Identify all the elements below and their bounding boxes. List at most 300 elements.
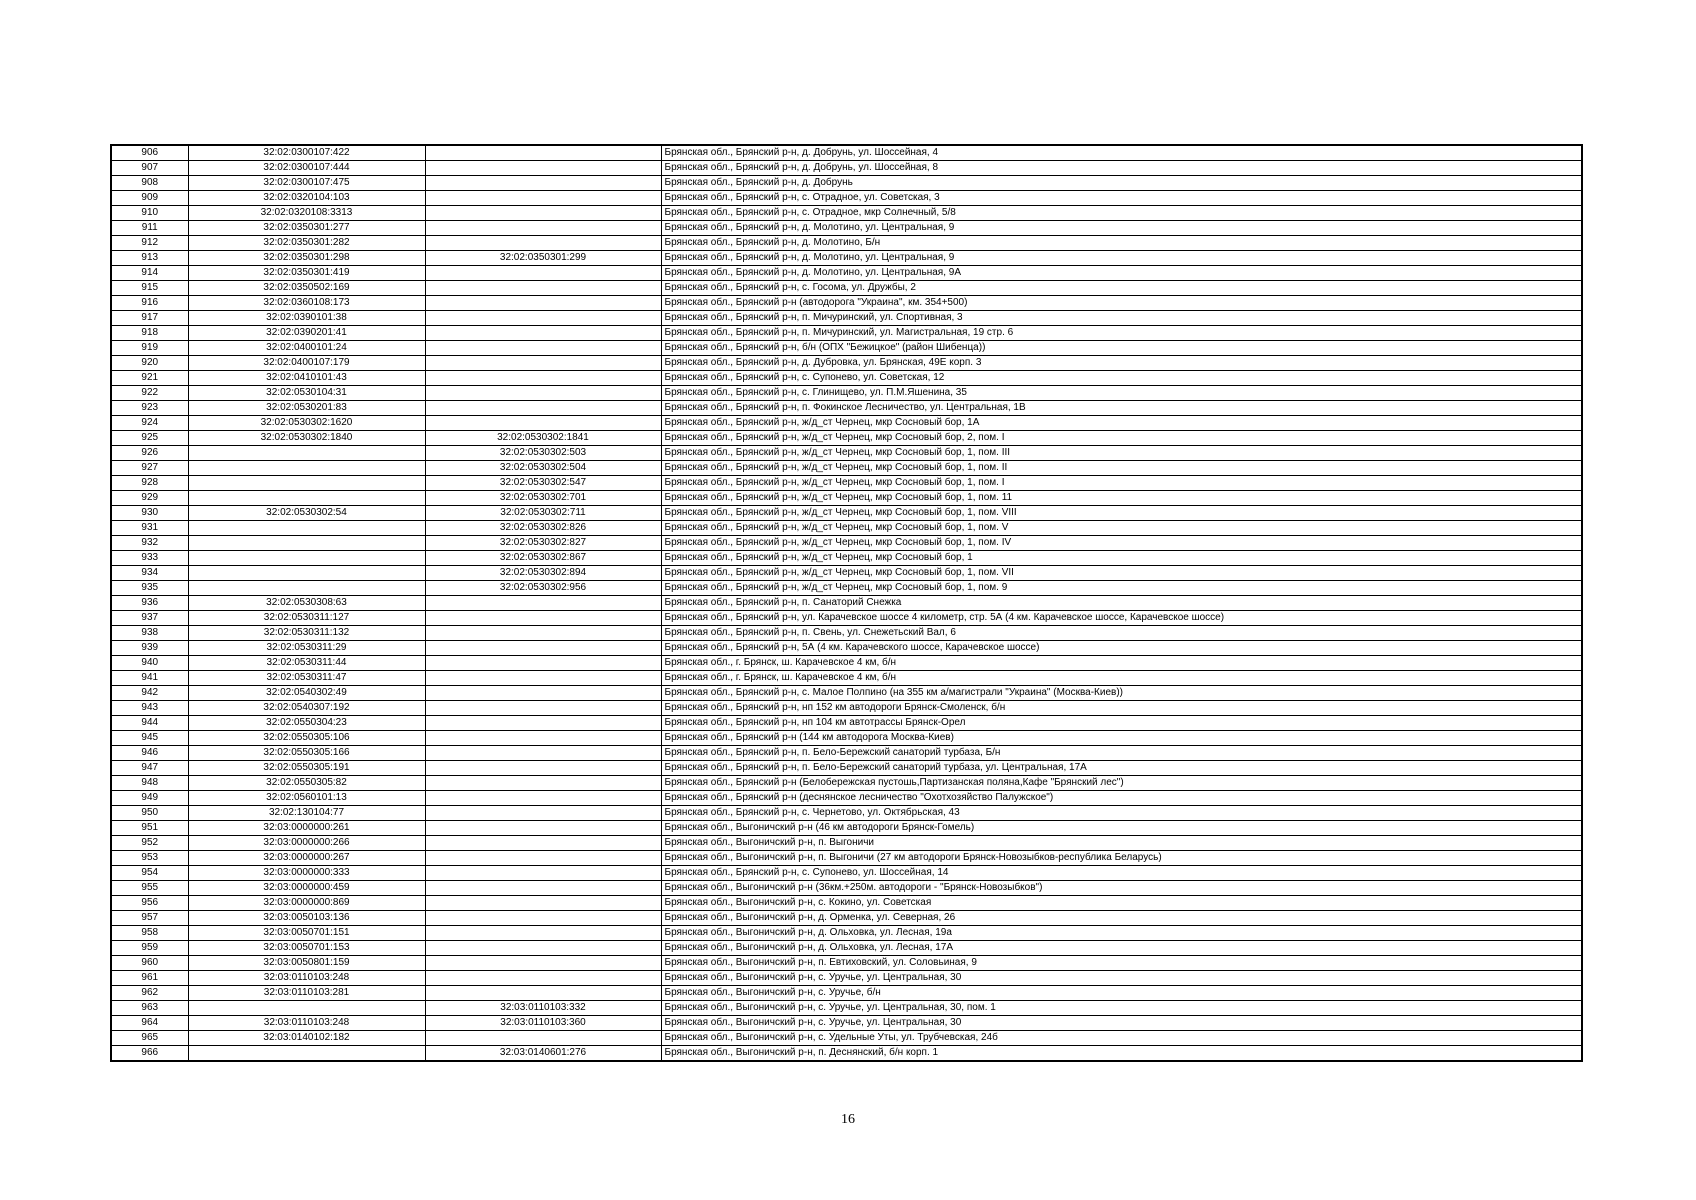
row-number-cell: 962	[111, 986, 188, 1001]
row-number-cell: 939	[111, 641, 188, 656]
cadastral-number-cell: 32:03:0110103:248	[188, 1016, 425, 1031]
related-cadastral-number-cell	[425, 626, 661, 641]
table-row	[111, 461, 1582, 476]
cadastral-number-cell: 32:02:0530311:127	[188, 611, 425, 626]
related-cadastral-number-cell	[425, 806, 661, 821]
cadastral-number-cell	[188, 581, 425, 596]
related-cadastral-number-cell: 32:02:0350301:299	[425, 251, 661, 266]
related-cadastral-number-cell	[425, 746, 661, 761]
related-cadastral-number-cell	[425, 701, 661, 716]
table-row	[111, 1046, 1582, 1062]
related-cadastral-number-cell	[425, 881, 661, 896]
address-cell: Брянская обл., Выгоничский р-н, п. Выгоничи	[661, 836, 1582, 851]
row-number-cell: 950	[111, 806, 188, 821]
related-cadastral-number-cell	[425, 791, 661, 806]
row-number-cell: 906	[111, 145, 188, 161]
table-row	[111, 491, 1582, 506]
address-cell: Брянская обл., Брянский р-н, д. Дубровка, ул. Брянская, 49Е корп. 3	[661, 356, 1582, 371]
related-cadastral-number-cell: 32:02:0530302:547	[425, 476, 661, 491]
related-cadastral-number-cell	[425, 851, 661, 866]
related-cadastral-number-cell: 32:03:0110103:360	[425, 1016, 661, 1031]
table-row	[111, 401, 1582, 416]
row-number-cell: 934	[111, 566, 188, 581]
related-cadastral-number-cell: 32:02:0530302:827	[425, 536, 661, 551]
table-row	[111, 956, 1582, 971]
related-cadastral-number-cell	[425, 221, 661, 236]
cadastral-number-cell: 32:03:0050103:136	[188, 911, 425, 926]
row-number-cell: 961	[111, 971, 188, 986]
cadastral-number-cell: 32:02:0530201:83	[188, 401, 425, 416]
related-cadastral-number-cell	[425, 926, 661, 941]
row-number-cell: 929	[111, 491, 188, 506]
address-cell: Брянская обл., Брянский р-н, ж/д_ст Чернец, мкр Сосновый бор, 1, пом. 11	[661, 491, 1582, 506]
table-row	[111, 851, 1582, 866]
table-row	[111, 356, 1582, 371]
related-cadastral-number-cell	[425, 401, 661, 416]
address-cell: Брянская обл., Выгоничский р-н, п. Евтиховский, ул. Соловьиная, 9	[661, 956, 1582, 971]
cadastral-number-cell: 32:02:0550305:82	[188, 776, 425, 791]
table-row	[111, 206, 1582, 221]
related-cadastral-number-cell: 32:02:0530302:867	[425, 551, 661, 566]
row-number-cell: 925	[111, 431, 188, 446]
cadastral-number-cell: 32:02:0390201:41	[188, 326, 425, 341]
cadastral-number-cell: 32:02:0540307:192	[188, 701, 425, 716]
related-cadastral-number-cell	[425, 986, 661, 1001]
address-cell: Брянская обл., Брянский р-н, с. Госома, ул. Дружбы, 2	[661, 281, 1582, 296]
row-number-cell: 965	[111, 1031, 188, 1046]
address-cell: Брянская обл., Брянский р-н, п. Санаторий Снежка	[661, 596, 1582, 611]
cadastral-number-cell: 32:02:0530311:47	[188, 671, 425, 686]
related-cadastral-number-cell	[425, 866, 661, 881]
cadastral-number-cell: 32:02:0530308:63	[188, 596, 425, 611]
address-cell: Брянская обл., Брянский р-н, нп 104 км автотрассы Брянск-Орел	[661, 716, 1582, 731]
cadastral-number-cell: 32:03:0000000:333	[188, 866, 425, 881]
row-number-cell: 908	[111, 176, 188, 191]
related-cadastral-number-cell	[425, 836, 661, 851]
address-cell: Брянская обл., Брянский р-н, п. Бело-Бережский санаторий турбаза, Б/н	[661, 746, 1582, 761]
table-row	[111, 145, 1582, 161]
row-number-cell: 924	[111, 416, 188, 431]
address-cell: Брянская обл., Брянский р-н, д. Молотино, ул. Центральная, 9	[661, 221, 1582, 236]
related-cadastral-number-cell	[425, 776, 661, 791]
cadastral-number-cell: 32:03:0050701:153	[188, 941, 425, 956]
table-row	[111, 566, 1582, 581]
related-cadastral-number-cell	[425, 971, 661, 986]
row-number-cell: 946	[111, 746, 188, 761]
related-cadastral-number-cell	[425, 161, 661, 176]
related-cadastral-number-cell: 32:03:0110103:332	[425, 1001, 661, 1016]
related-cadastral-number-cell: 32:02:0530302:504	[425, 461, 661, 476]
address-cell: Брянская обл., Брянский р-н, п. Мичуринский, ул. Спортивная, 3	[661, 311, 1582, 326]
table-row	[111, 386, 1582, 401]
table-row	[111, 656, 1582, 671]
table-row	[111, 266, 1582, 281]
address-cell: Брянская обл., Брянский р-н, ж/д_ст Чернец, мкр Сосновый бор, 1, пом. VII	[661, 566, 1582, 581]
table-row	[111, 611, 1582, 626]
row-number-cell: 938	[111, 626, 188, 641]
related-cadastral-number-cell	[425, 296, 661, 311]
cadastral-number-cell	[188, 461, 425, 476]
address-cell: Брянская обл., Брянский р-н, ж/д_ст Чернец, мкр Сосновый бор, 1, пом. II	[661, 461, 1582, 476]
cadastral-number-cell: 32:02:0300107:475	[188, 176, 425, 191]
address-cell: Брянская обл., Брянский р-н, д. Добрунь, ул. Шоссейная, 8	[661, 161, 1582, 176]
cadastral-number-cell: 32:02:0320104:103	[188, 191, 425, 206]
row-number-cell: 907	[111, 161, 188, 176]
cadastral-number-cell: 32:02:0530311:132	[188, 626, 425, 641]
cadastral-number-cell: 32:03:0110103:281	[188, 986, 425, 1001]
address-cell: Брянская обл., Выгоничский р-н, п. Деснянский, б/н корп. 1	[661, 1046, 1582, 1062]
row-number-cell: 910	[111, 206, 188, 221]
table-row	[111, 161, 1582, 176]
table-row	[111, 776, 1582, 791]
cadastral-number-cell: 32:03:0000000:266	[188, 836, 425, 851]
cadastral-number-cell: 32:02:0300107:422	[188, 145, 425, 161]
related-cadastral-number-cell	[425, 206, 661, 221]
address-cell: Брянская обл., Брянский р-н (деснянское лесничество "Охотхозяйство Палужское")	[661, 791, 1582, 806]
table-row	[111, 1016, 1582, 1031]
related-cadastral-number-cell	[425, 236, 661, 251]
row-number-cell: 942	[111, 686, 188, 701]
address-cell: Брянская обл., Брянский р-н, нп 152 км автодороги Брянск-Смоленск, б/н	[661, 701, 1582, 716]
address-cell: Брянская обл., Брянский р-н, ж/д_ст Чернец, мкр Сосновый бор, 2, пом. I	[661, 431, 1582, 446]
address-cell: Брянская обл., Брянский р-н, д. Добрунь	[661, 176, 1582, 191]
table-row	[111, 821, 1582, 836]
address-cell: Брянская обл., Брянский р-н, 5А (4 км. Карачевского шоссе, Карачевское шоссе)	[661, 641, 1582, 656]
row-number-cell: 931	[111, 521, 188, 536]
cadastral-number-cell: 32:02:0350301:282	[188, 236, 425, 251]
row-number-cell: 921	[111, 371, 188, 386]
table-row	[111, 326, 1582, 341]
row-number-cell: 918	[111, 326, 188, 341]
row-number-cell: 911	[111, 221, 188, 236]
row-number-cell: 945	[111, 731, 188, 746]
cadastral-number-cell	[188, 446, 425, 461]
address-cell: Брянская обл., Выгоничский р-н, с. Кокино, ул. Советская	[661, 896, 1582, 911]
cadastral-number-cell: 32:02:0550304:23	[188, 716, 425, 731]
related-cadastral-number-cell	[425, 266, 661, 281]
address-cell: Брянская обл., Выгоничский р-н, с. Уручье, ул. Центральная, 30	[661, 1016, 1582, 1031]
related-cadastral-number-cell	[425, 311, 661, 326]
table-row	[111, 701, 1582, 716]
related-cadastral-number-cell	[425, 656, 661, 671]
address-cell: Брянская обл., Брянский р-н, п. Свень, ул. Снежетьский Вал, 6	[661, 626, 1582, 641]
cadastral-number-cell: 32:03:0110103:248	[188, 971, 425, 986]
related-cadastral-number-cell	[425, 176, 661, 191]
cadastral-number-cell	[188, 521, 425, 536]
cadastral-number-cell	[188, 476, 425, 491]
row-number-cell: 935	[111, 581, 188, 596]
address-cell: Брянская обл., Брянский р-н, п. Мичуринский, ул. Магистральная, 19 стр. 6	[661, 326, 1582, 341]
table-row	[111, 941, 1582, 956]
related-cadastral-number-cell: 32:03:0140601:276	[425, 1046, 661, 1062]
address-cell: Брянская обл., Выгоничский р-н (46 км автодороги Брянск-Гомель)	[661, 821, 1582, 836]
row-number-cell: 937	[111, 611, 188, 626]
table-row	[111, 221, 1582, 236]
related-cadastral-number-cell: 32:02:0530302:1841	[425, 431, 661, 446]
cadastral-number-cell: 32:03:0000000:869	[188, 896, 425, 911]
related-cadastral-number-cell	[425, 956, 661, 971]
cadastral-number-cell	[188, 536, 425, 551]
page-number: 16	[841, 1112, 855, 1127]
address-cell: Брянская обл., Выгоничский р-н, д. Ольховка, ул. Лесная, 19а	[661, 926, 1582, 941]
cadastral-number-cell: 32:02:0530311:44	[188, 656, 425, 671]
address-cell: Брянская обл., Брянский р-н (144 км автодорога Москва-Киев)	[661, 731, 1582, 746]
address-cell: Брянская обл., Брянский р-н, п. Фокинское Лесничество, ул. Центральная, 1В	[661, 401, 1582, 416]
row-number-cell: 928	[111, 476, 188, 491]
cadastral-number-cell: 32:02:0560101:13	[188, 791, 425, 806]
row-number-cell: 933	[111, 551, 188, 566]
address-cell: Брянская обл., Брянский р-н, ж/д_ст Чернец, мкр Сосновый бор, 1, пом. VIII	[661, 506, 1582, 521]
related-cadastral-number-cell	[425, 341, 661, 356]
related-cadastral-number-cell	[425, 821, 661, 836]
cadastral-number-cell: 32:02:0530302:1620	[188, 416, 425, 431]
row-number-cell: 944	[111, 716, 188, 731]
address-cell: Брянская обл., Брянский р-н (автодорога "Украина", км. 354+500)	[661, 296, 1582, 311]
table-row	[111, 191, 1582, 206]
table-row	[111, 371, 1582, 386]
cadastral-number-cell	[188, 566, 425, 581]
related-cadastral-number-cell: 32:02:0530302:894	[425, 566, 661, 581]
table-row	[111, 311, 1582, 326]
table-row	[111, 641, 1582, 656]
table-row	[111, 296, 1582, 311]
related-cadastral-number-cell	[425, 416, 661, 431]
address-cell: Брянская обл., Брянский р-н, д. Молотино, ул. Центральная, 9А	[661, 266, 1582, 281]
related-cadastral-number-cell: 32:02:0530302:503	[425, 446, 661, 461]
related-cadastral-number-cell	[425, 611, 661, 626]
row-number-cell: 936	[111, 596, 188, 611]
cadastral-number-cell: 32:02:0320108:3313	[188, 206, 425, 221]
cadastral-number-cell: 32:02:0540302:49	[188, 686, 425, 701]
row-number-cell: 920	[111, 356, 188, 371]
row-number-cell: 957	[111, 911, 188, 926]
table-row	[111, 746, 1582, 761]
related-cadastral-number-cell	[425, 761, 661, 776]
cadastral-number-cell: 32:02:0350301:277	[188, 221, 425, 236]
table-row	[111, 761, 1582, 776]
row-number-cell: 958	[111, 926, 188, 941]
related-cadastral-number-cell	[425, 386, 661, 401]
address-cell: Брянская обл., Брянский р-н, ж/д_ст Чернец, мкр Сосновый бор, 1, пом. III	[661, 446, 1582, 461]
related-cadastral-number-cell	[425, 371, 661, 386]
cadastral-number-cell: 32:02:0390101:38	[188, 311, 425, 326]
row-number-cell: 956	[111, 896, 188, 911]
address-cell: Брянская обл., Брянский р-н, ж/д_ст Чернец, мкр Сосновый бор, 1А	[661, 416, 1582, 431]
table-row	[111, 446, 1582, 461]
related-cadastral-number-cell	[425, 326, 661, 341]
address-cell: Брянская обл., Брянский р-н, с. Глинищево, ул. П.М.Яшенина, 35	[661, 386, 1582, 401]
address-cell: Брянская обл., Брянский р-н, с. Чернетово, ул. Октябрьская, 43	[661, 806, 1582, 821]
table-row	[111, 176, 1582, 191]
cadastral-number-cell: 32:03:0050701:151	[188, 926, 425, 941]
related-cadastral-number-cell	[425, 356, 661, 371]
table-row	[111, 866, 1582, 881]
address-cell: Брянская обл., Выгоничский р-н (36км.+250м. автодороги - "Брянск-Новозыбков")	[661, 881, 1582, 896]
address-cell: Брянская обл., Брянский р-н, д. Молотино, ул. Центральная, 9	[661, 251, 1582, 266]
related-cadastral-number-cell	[425, 686, 661, 701]
table-row	[111, 596, 1582, 611]
cadastral-number-cell: 32:02:0300107:444	[188, 161, 425, 176]
table-row	[111, 926, 1582, 941]
cadastral-number-cell: 32:02:0530311:29	[188, 641, 425, 656]
cadastral-number-cell: 32:02:0530302:54	[188, 506, 425, 521]
table-row	[111, 911, 1582, 926]
cadastral-number-cell	[188, 1001, 425, 1016]
table-row	[111, 986, 1582, 1001]
address-cell: Брянская обл., г. Брянск, ш. Карачевское 4 км, б/н	[661, 656, 1582, 671]
row-number-cell: 966	[111, 1046, 188, 1062]
row-number-cell: 941	[111, 671, 188, 686]
address-cell: Брянская обл., Брянский р-н, с. Отрадное, ул. Советская, 3	[661, 191, 1582, 206]
row-number-cell: 922	[111, 386, 188, 401]
address-cell: Брянская обл., Брянский р-н, д. Добрунь, ул. Шоссейная, 4	[661, 145, 1582, 161]
table-row	[111, 341, 1582, 356]
row-number-cell: 955	[111, 881, 188, 896]
row-number-cell: 959	[111, 941, 188, 956]
cadastral-number-cell: 32:02:0410101:43	[188, 371, 425, 386]
cadastral-number-cell: 32:02:130104:77	[188, 806, 425, 821]
row-number-cell: 930	[111, 506, 188, 521]
table-row	[111, 791, 1582, 806]
row-number-cell: 926	[111, 446, 188, 461]
address-cell: Брянская обл., Брянский р-н, с. Супонево, ул. Советская, 12	[661, 371, 1582, 386]
row-number-cell: 963	[111, 1001, 188, 1016]
cadastral-table	[110, 144, 1583, 1062]
related-cadastral-number-cell	[425, 911, 661, 926]
row-number-cell: 953	[111, 851, 188, 866]
related-cadastral-number-cell	[425, 941, 661, 956]
table-row	[111, 1031, 1582, 1046]
table-body	[111, 145, 1582, 1061]
cadastral-number-cell: 32:02:0350301:298	[188, 251, 425, 266]
address-cell: Брянская обл., Брянский р-н, ж/д_ст Чернец, мкр Сосновый бор, 1, пом. I	[661, 476, 1582, 491]
row-number-cell: 951	[111, 821, 188, 836]
cadastral-number-cell	[188, 491, 425, 506]
address-cell: Брянская обл., Выгоничский р-н, с. Уручье, ул. Центральная, 30	[661, 971, 1582, 986]
address-cell: Брянская обл., Брянский р-н, с. Отрадное, мкр Солнечный, 5/8	[661, 206, 1582, 221]
row-number-cell: 916	[111, 296, 188, 311]
cadastral-number-cell	[188, 1046, 425, 1062]
table-row	[111, 236, 1582, 251]
related-cadastral-number-cell: 32:02:0530302:956	[425, 581, 661, 596]
address-cell: Брянская обл., Брянский р-н, б/н (ОПХ "Бежицкое" (район Шибенца))	[661, 341, 1582, 356]
row-number-cell: 949	[111, 791, 188, 806]
related-cadastral-number-cell	[425, 671, 661, 686]
address-cell: Брянская обл., Выгоничский р-н, с. Уручье, б/н	[661, 986, 1582, 1001]
table-row	[111, 686, 1582, 701]
related-cadastral-number-cell	[425, 731, 661, 746]
cadastral-number-cell: 32:02:0550305:191	[188, 761, 425, 776]
table-row	[111, 716, 1582, 731]
address-cell: Брянская обл., Брянский р-н, ж/д_ст Чернец, мкр Сосновый бор, 1, пом. 9	[661, 581, 1582, 596]
table-row	[111, 251, 1582, 266]
row-number-cell: 917	[111, 311, 188, 326]
related-cadastral-number-cell	[425, 896, 661, 911]
related-cadastral-number-cell: 32:02:0530302:826	[425, 521, 661, 536]
cadastral-number-cell: 32:02:0400107:179	[188, 356, 425, 371]
row-number-cell: 919	[111, 341, 188, 356]
address-cell: Брянская обл., Брянский р-н, п. Бело-Бережский санаторий турбаза, ул. Центральная, 17А	[661, 761, 1582, 776]
address-cell: Брянская обл., Выгоничский р-н, д. Орменка, ул. Северная, 26	[661, 911, 1582, 926]
row-number-cell: 940	[111, 656, 188, 671]
cadastral-number-cell: 32:03:0000000:261	[188, 821, 425, 836]
table-row	[111, 896, 1582, 911]
table-row	[111, 671, 1582, 686]
cadastral-number-cell: 32:02:0530302:1840	[188, 431, 425, 446]
table-row	[111, 506, 1582, 521]
address-cell: Брянская обл., г. Брянск, ш. Карачевское 4 км, б/н	[661, 671, 1582, 686]
cadastral-number-cell: 32:02:0350301:419	[188, 266, 425, 281]
address-cell: Брянская обл., Брянский р-н, ж/д_ст Чернец, мкр Сосновый бор, 1	[661, 551, 1582, 566]
cadastral-number-cell: 32:02:0530104:31	[188, 386, 425, 401]
table-row	[111, 836, 1582, 851]
cadastral-number-cell: 32:03:0000000:459	[188, 881, 425, 896]
row-number-cell: 954	[111, 866, 188, 881]
table-row	[111, 971, 1582, 986]
table-row	[111, 431, 1582, 446]
row-number-cell: 960	[111, 956, 188, 971]
row-number-cell: 913	[111, 251, 188, 266]
address-cell: Брянская обл., Выгоничский р-н, с. Уручье, ул. Центральная, 30, пом. 1	[661, 1001, 1582, 1016]
related-cadastral-number-cell	[425, 145, 661, 161]
cadastral-number-cell: 32:02:0350502:169	[188, 281, 425, 296]
related-cadastral-number-cell	[425, 596, 661, 611]
table-row	[111, 476, 1582, 491]
address-cell: Брянская обл., Выгоничский р-н, д. Ольховка, ул. Лесная, 17А	[661, 941, 1582, 956]
cadastral-number-cell: 32:03:0000000:267	[188, 851, 425, 866]
cadastral-number-cell: 32:02:0360108:173	[188, 296, 425, 311]
address-cell: Брянская обл., Брянский р-н (Белобережская пустошь,Партизанская поляна,Кафе "Брянский лес")	[661, 776, 1582, 791]
address-cell: Брянская обл., Брянский р-н, ж/д_ст Чернец, мкр Сосновый бор, 1, пом. IV	[661, 536, 1582, 551]
address-cell: Брянская обл., Выгоничский р-н, с. Удельные Уты, ул. Трубчевская, 24б	[661, 1031, 1582, 1046]
cadastral-number-cell: 32:02:0400101:24	[188, 341, 425, 356]
row-number-cell: 927	[111, 461, 188, 476]
row-number-cell: 914	[111, 266, 188, 281]
related-cadastral-number-cell	[425, 281, 661, 296]
cadastral-number-cell: 32:02:0550305:166	[188, 746, 425, 761]
related-cadastral-number-cell	[425, 716, 661, 731]
cadastral-number-cell: 32:03:0140102:182	[188, 1031, 425, 1046]
address-cell: Брянская обл., Брянский р-н, с. Малое Полпино (на 355 км а/магистрали "Украина" (Москва-Киев))	[661, 686, 1582, 701]
table-row	[111, 1001, 1582, 1016]
table-row	[111, 521, 1582, 536]
row-number-cell: 923	[111, 401, 188, 416]
address-cell: Брянская обл., Брянский р-н, ж/д_ст Чернец, мкр Сосновый бор, 1, пом. V	[661, 521, 1582, 536]
table-row	[111, 281, 1582, 296]
row-number-cell: 947	[111, 761, 188, 776]
related-cadastral-number-cell	[425, 1031, 661, 1046]
table-row	[111, 581, 1582, 596]
cadastral-number-cell: 32:03:0050801:159	[188, 956, 425, 971]
address-cell: Брянская обл., Брянский р-н, ул. Карачевское шоссе 4 километр, стр. 5А (4 км. Карачевское шоссе, Карачевское шоссе)	[661, 611, 1582, 626]
row-number-cell: 948	[111, 776, 188, 791]
related-cadastral-number-cell	[425, 191, 661, 206]
table-row	[111, 416, 1582, 431]
address-cell: Брянская обл., Брянский р-н, с. Супонево, ул. Шоссейная, 14	[661, 866, 1582, 881]
table-row	[111, 626, 1582, 641]
related-cadastral-number-cell: 32:02:0530302:711	[425, 506, 661, 521]
cadastral-number-cell	[188, 551, 425, 566]
row-number-cell: 952	[111, 836, 188, 851]
related-cadastral-number-cell: 32:02:0530302:701	[425, 491, 661, 506]
related-cadastral-number-cell	[425, 641, 661, 656]
table-row	[111, 806, 1582, 821]
table-row	[111, 731, 1582, 746]
row-number-cell: 964	[111, 1016, 188, 1031]
table-row	[111, 551, 1582, 566]
row-number-cell: 943	[111, 701, 188, 716]
row-number-cell: 909	[111, 191, 188, 206]
